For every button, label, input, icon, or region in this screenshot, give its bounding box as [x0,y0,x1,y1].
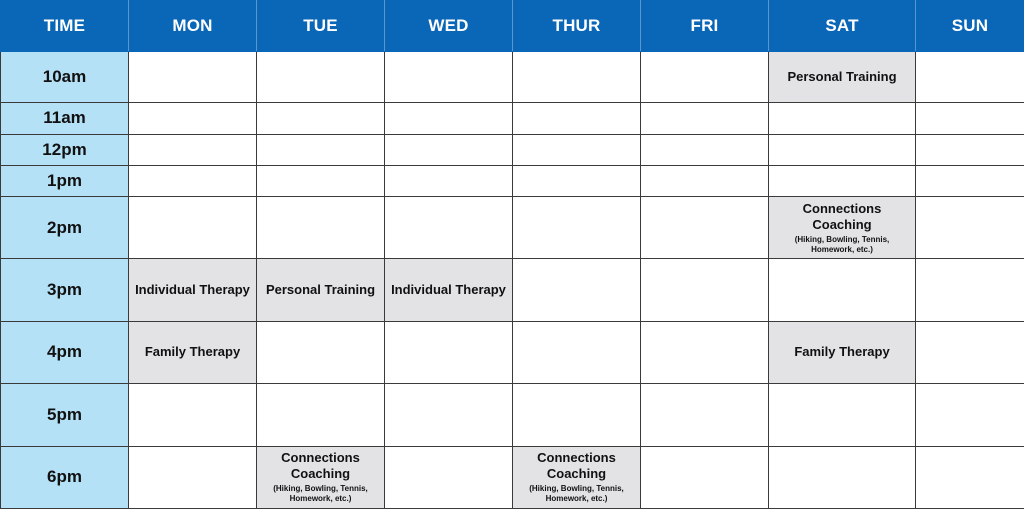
cell-wed-6pm [385,446,513,508]
cell-thur-4pm [513,321,641,383]
time-label-4pm: 4pm [1,321,129,383]
cell-tue-5pm [257,384,385,446]
row-4pm [1,321,1024,383]
header-fri: FRI [641,1,769,52]
event-sat-10am [769,52,916,103]
cell-sun-12pm [916,134,1024,165]
cell-thur-2pm [513,196,641,258]
event-wed-3pm [385,259,513,321]
header-tue: TUE [257,1,385,52]
event-title: Connections Coaching [537,450,616,482]
event-subtitle: (Hiking, Bowling, Tennis, Homework, etc.) [794,234,890,254]
row-10am [1,52,1024,103]
event-title: Individual Therapy [135,282,250,298]
row-12pm [1,134,1024,165]
cell-tue-11am [257,103,385,134]
cell-sun-3pm [916,259,1024,321]
cell-fri-5pm [641,384,769,446]
header-mon: MON [129,1,257,52]
header-sun: SUN [916,1,1024,52]
header-wed: WED [385,1,513,52]
cell-wed-2pm [385,196,513,258]
row-2pm [1,196,1024,258]
cell-sat-1pm [769,165,916,196]
cell-sat-5pm [769,384,916,446]
event-title: Family Therapy [144,344,241,360]
time-label-3pm: 3pm [1,259,129,321]
row-6pm [1,446,1024,508]
cell-thur-1pm [513,165,641,196]
cell-tue-2pm [257,196,385,258]
cell-tue-1pm [257,165,385,196]
cell-wed-11am [385,103,513,134]
cell-sat-6pm [769,446,916,508]
cell-mon-5pm [129,384,257,446]
event-mon-3pm [129,259,257,321]
event-title: Connections Coaching [802,200,882,232]
header-time: TIME [1,1,129,52]
cell-fri-11am [641,103,769,134]
cell-thur-12pm [513,134,641,165]
cell-sun-2pm [916,196,1024,258]
cell-tue-4pm [257,321,385,383]
time-label-6pm: 6pm [1,446,129,508]
cell-wed-4pm [385,321,513,383]
cell-sat-11am [769,103,916,134]
row-3pm [1,259,1024,321]
time-label-10am: 10am [1,52,129,103]
row-5pm [1,384,1024,446]
event-thur-6pm [513,446,641,508]
cell-fri-6pm [641,446,769,508]
cell-thur-3pm [513,259,641,321]
cell-sun-11am [916,103,1024,134]
cell-tue-10am [257,52,385,103]
cell-mon-2pm [129,196,257,258]
cell-fri-3pm [641,259,769,321]
event-title: Family Therapy [794,344,890,360]
cell-wed-10am [385,52,513,103]
cell-wed-1pm [385,165,513,196]
time-label-11am: 11am [1,103,129,134]
cell-sun-1pm [916,165,1024,196]
event-title: Connections Coaching [281,450,360,482]
header-row [1,1,1024,52]
event-mon-4pm [129,321,257,383]
cell-thur-11am [513,103,641,134]
event-title: Individual Therapy [391,282,506,298]
event-subtitle: (Hiking, Bowling, Tennis, Homework, etc.) [529,484,624,504]
time-label-1pm: 1pm [1,165,129,196]
cell-tue-12pm [257,134,385,165]
event-sat-4pm [769,321,916,383]
cell-wed-12pm [385,134,513,165]
cell-mon-10am [129,52,257,103]
event-title: Personal Training [265,282,376,298]
row-1pm [1,165,1024,196]
cell-fri-12pm [641,134,769,165]
row-11am [1,103,1024,134]
event-tue-6pm [257,446,385,508]
header-thur: THUR [513,1,641,52]
cell-fri-1pm [641,165,769,196]
cell-sun-4pm [916,321,1024,383]
event-title: Personal Training [787,69,897,85]
cell-sun-10am [916,52,1024,103]
cell-fri-2pm [641,196,769,258]
time-label-5pm: 5pm [1,384,129,446]
cell-mon-6pm [129,446,257,508]
cell-thur-5pm [513,384,641,446]
event-sat-2pm [769,196,916,258]
cell-mon-12pm [129,134,257,165]
cell-sat-12pm [769,134,916,165]
header-sat: SAT [769,1,916,52]
cell-wed-5pm [385,384,513,446]
event-subtitle: (Hiking, Bowling, Tennis, Homework, etc.) [273,484,368,504]
cell-mon-11am [129,103,257,134]
event-tue-3pm [257,259,385,321]
cell-sat-3pm [769,259,916,321]
cell-fri-10am [641,52,769,103]
cell-fri-4pm [641,321,769,383]
time-label-2pm: 2pm [1,196,129,258]
cell-sun-6pm [916,446,1024,508]
cell-thur-10am [513,52,641,103]
time-label-12pm: 12pm [1,134,129,165]
cell-mon-1pm [129,165,257,196]
cell-sun-5pm [916,384,1024,446]
